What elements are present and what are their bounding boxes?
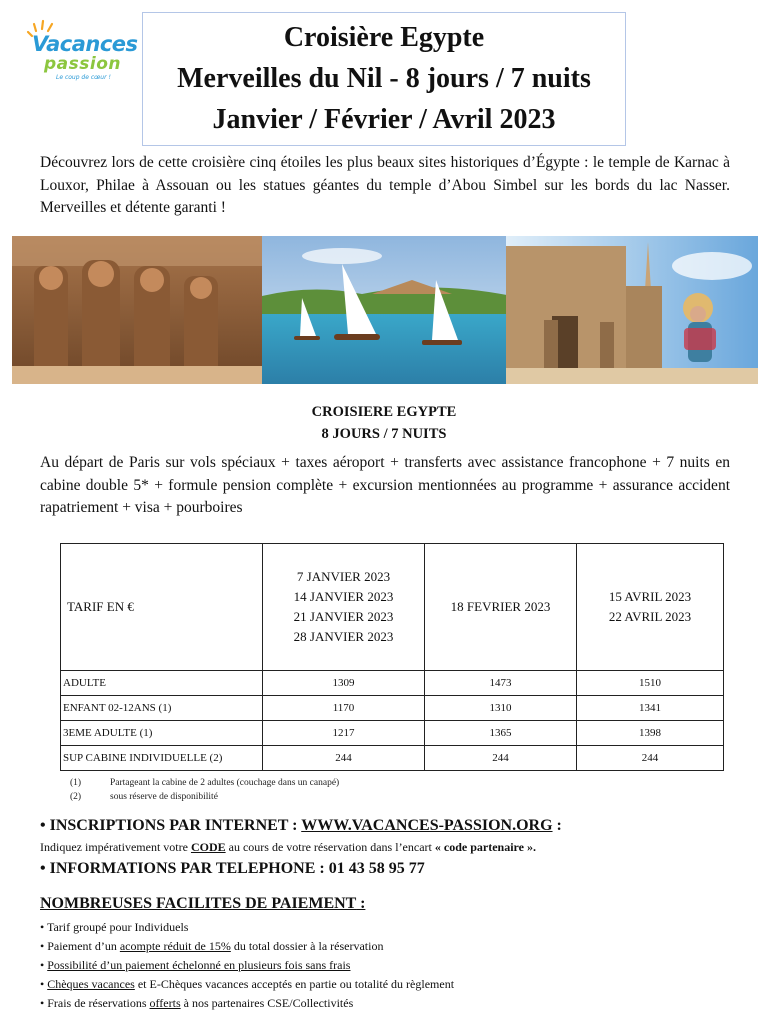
payment-list	[40, 918, 454, 1013]
price-cell: 1309	[263, 671, 425, 696]
table-row	[61, 671, 724, 696]
title-line-1: Croisière Egypte	[283, 22, 485, 53]
table-col-2-dates	[425, 544, 577, 671]
price-cell: 244	[425, 746, 577, 771]
table-header-row	[61, 544, 724, 671]
logo-tagline: Le coup de cœur !	[56, 74, 111, 81]
date: 22 AVRIL 2023	[608, 609, 692, 624]
footnote: (2) sous réserve de disponibilité	[70, 792, 218, 802]
list-item: • Chèques vacances et E-Chèques vacances acceptés en partie ou totalité du règlement	[40, 975, 454, 994]
price-cell: 244	[263, 746, 425, 771]
logo-line-2: passion	[44, 54, 121, 74]
price-cell: 1510	[577, 671, 724, 696]
table-row	[61, 746, 724, 771]
date: 14 JANVIER 2023	[293, 589, 394, 604]
price-cell: 1310	[425, 696, 577, 721]
table-row	[61, 696, 724, 721]
logo-line-1: Vacances	[32, 32, 138, 56]
title-box	[142, 12, 626, 146]
table-footnotes	[70, 776, 339, 804]
table-row	[61, 721, 724, 746]
price-cell: 244	[577, 746, 724, 771]
row-label: ADULTE	[61, 671, 263, 696]
abu-simbel-photo	[12, 236, 272, 384]
nile-felucca-photo	[262, 236, 512, 384]
row-label: SUP CABINE INDIVIDUELLE (2)	[61, 746, 263, 771]
table-header-label: TARIF EN €	[61, 544, 263, 671]
vacances-passion-logo	[26, 18, 138, 82]
section-title-1: CROISIERE EGYPTE	[311, 404, 457, 420]
intro-paragraph: Découvrez lors de cette croisière cinq étoiles les plus beaux sites historiques d’Égypte : le temple de Karnac à Louxor, Philae à Assouan ou les statues géantes du temple d’Abou Simbel sur les bords du lac Nasser. Merveilles et détente garanti !	[40, 154, 730, 216]
inscriptions-label: • INSCRIPTIONS PAR INTERNET :	[40, 817, 302, 834]
date: 28 JANVIER 2023	[293, 629, 394, 644]
section-description: Au départ de Paris sur vols spéciaux + taxes aéroport + transferts avec assistance francophone + 7 nuits en cabine double 5* + formule pension complète + excursion mentionnées au programme + assurance accident rapatriement + visa + pourboires	[40, 454, 730, 516]
row-label: 3EME ADULTE (1)	[61, 721, 263, 746]
row-label: ENFANT 02-12ANS (1)	[61, 696, 263, 721]
price-cell: 1341	[577, 696, 724, 721]
date: 21 JANVIER 2023	[293, 609, 394, 624]
list-item: • Tarif groupé pour Individuels	[40, 918, 454, 937]
table-col-3-dates	[577, 544, 724, 671]
photo-banner	[12, 236, 758, 384]
price-cell: 1365	[425, 721, 577, 746]
list-item: • Frais de réservations offerts à nos partenaires CSE/Collectivités	[40, 994, 454, 1013]
footnote: (1) Partageant la cabine de 2 adultes (couchage dans un canapé)	[70, 778, 340, 788]
tarif-table	[60, 543, 724, 771]
list-item: • Possibilité d’un paiement échelonné en plusieurs fois sans frais	[40, 956, 454, 975]
date: 18 FEVRIER 2023	[450, 599, 551, 614]
price-cell: 1473	[425, 671, 577, 696]
website-link[interactable]: WWW.VACANCES-PASSION.ORG	[301, 817, 553, 834]
date: 15 AVRIL 2023	[608, 589, 692, 604]
payment-title: NOMBREUSES FACILITES DE PAIEMENT :	[40, 895, 366, 912]
table-col-1-dates	[263, 544, 425, 671]
list-item: • Paiement d’un acompte réduit de 15% du total dossier à la réservation	[40, 937, 454, 956]
date: 7 JANVIER 2023	[296, 569, 391, 584]
price-cell: 1398	[577, 721, 724, 746]
price-cell: 1170	[263, 696, 425, 721]
price-cell: 1217	[263, 721, 425, 746]
inscriptions-subtext: Indiquez impérativement votre CODE au cours de votre réservation dans l’encart « code partenaire ».	[40, 840, 536, 854]
section-title-2: 8 JOURS / 7 NUITS	[321, 426, 447, 442]
inscriptions-suffix: :	[552, 817, 562, 834]
title-line-3: Janvier / Février / Avril 2023	[212, 104, 556, 135]
inscriptions-line	[40, 817, 562, 835]
phone-line: • INFORMATIONS PAR TELEPHONE : 01 43 58 95 77	[40, 860, 425, 877]
title-line-2: Merveilles du Nil - 8 jours / 7 nuits	[177, 63, 591, 94]
luxor-temple-photo	[506, 236, 758, 384]
